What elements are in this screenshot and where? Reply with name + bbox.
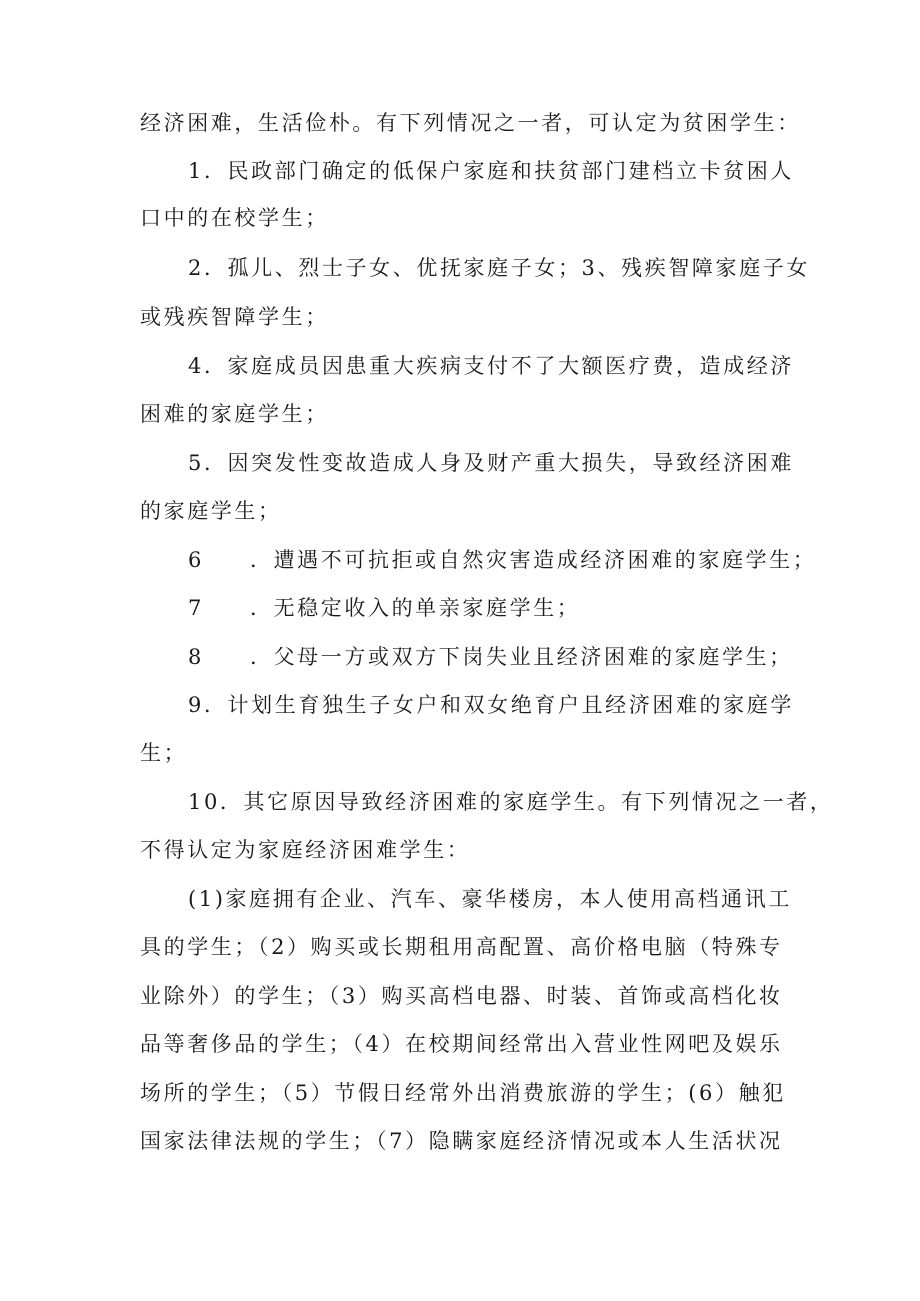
item-9-line-2: 生；: [140, 741, 188, 765]
item-2-line-2: 或残疾智障学生；: [140, 305, 329, 329]
exclusion-line-2: 具的学生；（2）购买或长期租用高配置、高价格电脑（特殊专: [140, 935, 783, 959]
exclusion-line-6: 国家法律法规的学生；（7）隐瞒家庭经济情况或本人生活状况: [140, 1129, 783, 1153]
item-7-line: [188, 593, 848, 623]
item-4-line-2: 困难的家庭学生；: [140, 402, 329, 426]
item-8-line: [188, 642, 848, 672]
item-1-line-2: 口中的在校学生；: [140, 206, 329, 230]
item-10-line-2: 不得认定为家庭经济困难学生：: [140, 838, 471, 862]
item-10-line-1: 10．其它原因导致经济困难的家庭学生。有下列情况之一者，: [188, 790, 834, 814]
item-9-line-1: 9．计划生育独生子女户和双女绝育户且经济困难的家庭学: [188, 693, 794, 717]
item-1-line-1: 1．民政部门确定的低保户家庭和扶贫部门建档立卡贫困人: [188, 159, 794, 183]
item-7-text: ．无稳定收入的单亲家庭学生；: [249, 596, 581, 620]
item-2-line-1: 2．孤儿、烈士子女、优抚家庭子女；3、残疾智障家庭子女: [188, 256, 810, 280]
item-5-line-2: 的家庭学生；: [140, 499, 282, 523]
item-5-line-1: 5．因突发性变故造成人身及财产重大损失，导致经济困难: [188, 451, 794, 475]
item-4-line-1: 4．家庭成员因患重大疾病支付不了大额医疗费，造成经济: [188, 354, 794, 378]
item-6-text: ．遭遇不可抗拒或自然灾害造成经济困难的家庭学生；: [249, 548, 817, 572]
item-8-text: ．父母一方或双方下岗失业且经济困难的家庭学生；: [249, 645, 793, 669]
item-6-number: 6: [188, 548, 204, 572]
item-7-number: 7: [188, 596, 204, 620]
text-line-1: 经济困难，生活俭朴。有下列情况之一者，可认定为贫困学生：: [140, 111, 801, 135]
item-6-line: [188, 545, 848, 575]
exclusion-line-5: 场所的学生；（5）节假日经常外出消费旅游的学生；(6）触犯: [140, 1081, 786, 1105]
exclusion-line-4: 品等奢侈品的学生；（4）在校期间经常出入营业性网吧及娱乐: [140, 1032, 783, 1056]
item-8-number: 8: [188, 645, 204, 669]
exclusion-line-1: (1)家庭拥有企业、汽车、豪华楼房，本人使用高档通讯工: [188, 887, 792, 911]
exclusion-line-3: 业除外）的学生；（3）购买高档电器、时装、首饰或高档化妆: [140, 984, 783, 1008]
